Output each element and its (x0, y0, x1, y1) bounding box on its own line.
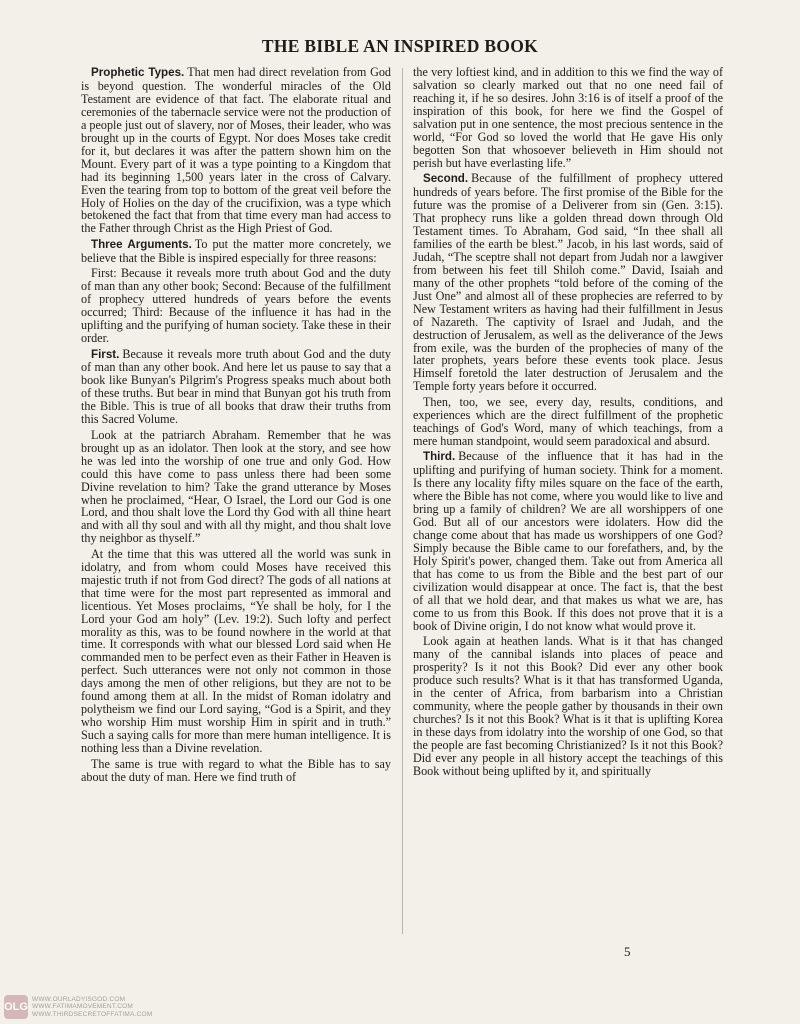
paragraph (413, 172, 723, 393)
watermark-logo-icon: OLG (4, 995, 28, 1019)
paragraph-text: The same is true with regard to what the Bible has to say about the duty of man. Here we find truth of (81, 756, 391, 784)
paragraph (81, 429, 391, 546)
watermark-urls (32, 996, 152, 1019)
paragraph-heading: First. (91, 347, 120, 361)
watermark-url: WWW.THIRDSECRETOFFATIMA.COM (32, 1010, 153, 1018)
paragraph-text: the very loftiest kind, and in addition to this we find the way of salvation so clearly marked out that no one need fail of reaching it, if he so desires. John 3:16 is of itself a proof of the inspiration of this book, for here we find the Gospel of salvation put in one sentence, the most precious sentence in the world, “For God so loved the world that He gave His only begotten Son that whosoever believeth in Him should not perish but have everlasting life.” (413, 65, 723, 170)
paragraph (81, 267, 391, 345)
paragraph (413, 66, 723, 170)
paragraph (81, 348, 391, 427)
paragraph-text: Because of the fulfillment of prophecy uttered hundreds of years before. The first promise of the Bible for the future was the promise of a Deliverer from sin (Gen. 3:15). That prophecy runs like a golden thread down through Old Testament times. To Abraham, God said, “In thee shall all families of the earth be blest.” Jacob, in his last words, said of Judah, “The sceptre shall not depart from Judah nor a lawgiver from between his feet till Shiloh come.” David, Isaiah and many of the other prophets “told before of the coming of the Just One” and almost all of these prophecies are referred to by New Testament writers as having had their fulfillment in Jesus of Nazareth. The captivity of Israel and Judah, and the destruction of Jerusalem, as well as the deliverance of the Jews from exile, was the burden of the prophecies of many of the later prophets, years before these events took place. Jesus Himself foretold the later destruction of Jerusalem and the Temple forty years before it occurred. (413, 171, 723, 394)
left-column (81, 66, 391, 786)
paragraph (413, 396, 723, 448)
paragraph-text: To put the matter more concretely, we believe that the Bible is inspired especially for three reasons: (81, 236, 391, 265)
paragraph-text: Then, too, we see, every day, results, conditions, and experiences which are the direct fulfillment of the prophetic teachings of God's Word, many of which teachings, from a mere human standpoint, would seem paradoxical and absurd. (413, 394, 723, 448)
paragraph (81, 66, 391, 235)
paragraph (81, 548, 391, 755)
paragraph-text: Look again at heathen lands. What is it that has changed many of the cannibal islands into places of peace and prosperity? Is it not this Book? Did ever any other book produce such results? What is it that has transformed Uganda, in the center of Africa, from barbarism into a Christian community, where the people gather by thousands in their own churches? Is it not this Book? What is it that is uplifting Korea in these days from idolatry into the worship of one God, so that the people are fast becoming Christianized? Is it not this Book? Did ever any people in all history accept the teachings of this Book without being uplifted by it, and spiritually (413, 633, 723, 778)
paragraph-heading: Third. (423, 450, 456, 464)
paragraph (413, 635, 723, 777)
paragraph-heading: Three Arguments. (91, 237, 192, 251)
paragraph-heading: Second. (423, 172, 469, 186)
paragraph-text: That men had direct revelation from God is beyond question. The wonderful miracles of the Old Testament are evidence of that fact. The elaborate ritual and ceremonies of the tabernacle service were not the production of a people just out of slavery, nor of Moses, their leader, who was brought up in the courts of Egypt. Nor does Moses take credit for it, but declares it was after the pattern shown him on the Mount. Every part of it was a type pointing to a Kingdom that had its beginning 1,500 years later in the cross of Calvary. Even the tearing from top to bottom of the great veil before the Holy of Holies on the day of the crucifixion, was a type which betokened the fact that from that time every man had access to the Father through Christ as the High Priest of God. (81, 65, 392, 236)
paragraph-heading: Prophetic Types. (91, 66, 185, 79)
paragraph (81, 758, 391, 784)
paragraph-text: Because it reveals more truth about God and the duty of man than any other book. And here let us pause to say that a book like Bunyan's Pilgrim's Progress speaks much about both of these truths. But bear in mind that Bunyan got his truth from the Bible. This is true of all books that draw their truths from this Sacred Volume. (81, 346, 391, 427)
page-number: 5 (624, 944, 631, 959)
watermark (4, 995, 152, 1019)
watermark-url: WWW.OURLADYISGOD.COM (32, 995, 126, 1003)
paragraph-text: Because of the influence that it has had in the uplifting and purifying of human society. Think for a moment. Is there any locality fifty miles square on the face of the earth, where the Bible has not come, where you would like to live and bring up a family of children? We are all worshippers of one God. But all of our ancestors were idolaters. How did the change come about that has made us worshippers of one God? Simply because the Bible came to our forefathers, and, by the Holy Spirit's power, changed them. Take out from America all that has come to us from the Bible and the best part of our civilization would disappear at once. The fact is, that the best of all that we hold dear, and that makes us what we are, has come to us from this Book. If this does not prove that it is a book of Divine origin, I do not know what would prove it. (413, 449, 723, 633)
paragraph-text: First: Because it reveals more truth about God and the duty of man than any other book; Second: Because of the fulfillment of prophecy uttered hundreds of years before the events occurred; Third: Because of the influence it has had in the uplifting and the purifying of human society. Take these in their order. (81, 266, 391, 346)
paragraph-text: At the time that this was uttered all the world was sunk in idolatry, and from whom could Moses have received this majestic truth if not from God direct? The gods of all nations at that time were for the most part represented as immoral and licentious. Yet Moses proclaims, “Ye shall be holy, for I the Lord your God am holy” (Lev. 19:2). Such lofty and perfect morality as this, was to be found nowhere in the world at that time. It corresponds with what our blessed Lord said when He commanded men to be perfect even as their Father in Heaven is perfect. Such utterances were not only not common in those days among the men of other religions, but they are not to be found among them at all. In the midst of Roman idolatry and polytheism we find our Lord saying, “God is a Spirit, and they who worship Him must worship Him in spirit and in truth.” Such a saying calls for more than mere human intelligence. It is nothing less than a Divine revelation. (81, 546, 391, 756)
paragraph (81, 238, 391, 265)
watermark-url: WWW.FATIMAMOVEMENT.COM (32, 1003, 134, 1011)
paragraph-text: Look at the patriarch Abraham. Remember that he was brought up as an idolator. Then look at the story, and see how he was led into the worship of one true and only God. How could this have come to pass unless there had been some Divine revelation to him? Take the grand utterance by Moses when he proclaimed, “Hear, O Israel, the Lord our God is one Lord, and thou shalt love the Lord thy God with all thine heart and with all thy soul and with all thy might, and thou shalt love thy neighbor as thyself.” (81, 427, 391, 546)
right-column (413, 66, 723, 780)
page-title: THE BIBLE AN INSPIRED BOOK (261, 36, 539, 56)
column-divider (402, 68, 403, 934)
paragraph (413, 450, 723, 632)
